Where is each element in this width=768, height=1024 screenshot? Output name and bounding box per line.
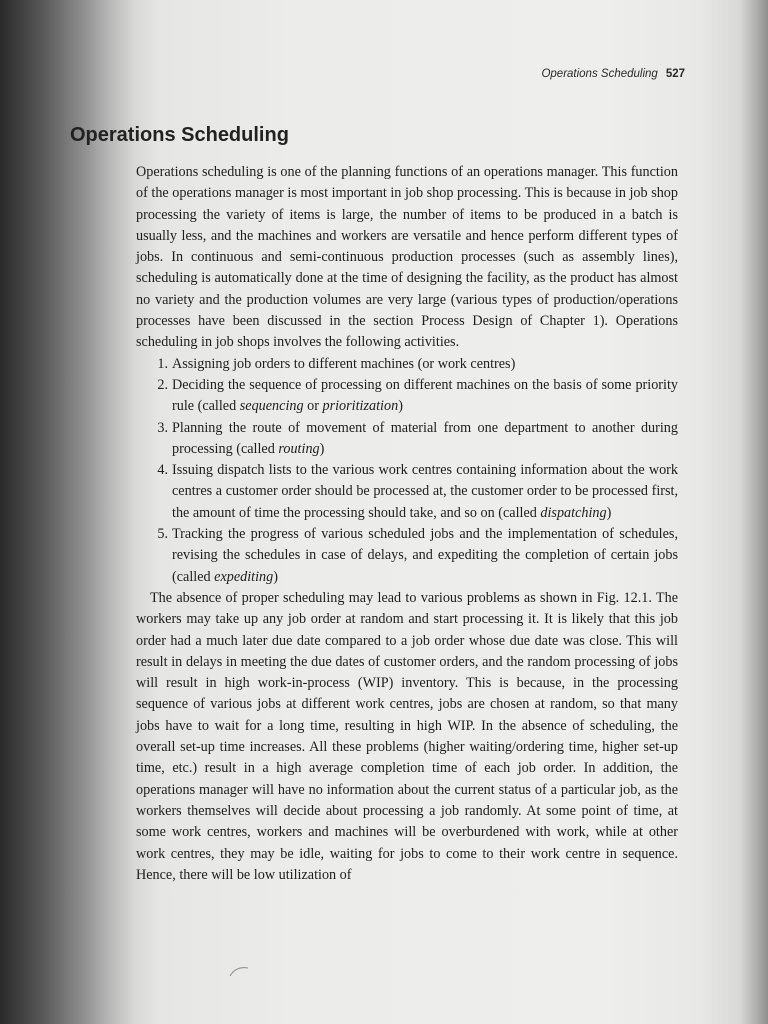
list-item [157,524,678,588]
list-text: Issuing dispatch lists to the various work centres containing information about the work centres a customer order should be processed at, the customer order to be processed first, the amount of time the processing should take, and so on (called [172,462,678,521]
running-head [520,68,685,80]
list-item [157,375,678,418]
list-text: ) [606,504,612,521]
term-dispatching: dispatching [540,504,607,521]
list-text: ) [273,568,278,585]
list-number: 2. [157,376,168,393]
list-text: Deciding the sequence of processing on different machines on the basis of some priority rule (called [172,376,678,415]
section-title: Operations Scheduling [70,124,289,146]
list-number: 5. [157,526,168,543]
term-sequencing: sequencing [239,398,304,415]
list-number: 3. [157,419,168,436]
list-item [157,418,678,461]
intro-paragraph: Operations scheduling is one of the planning functions of an operations manager. This function of the operations manager is most important in job shop processing. This is because in job shop processing the variety of items is large, the number of items to be produced in a batch is usually less, and the machines and workers are versatile and hence perform different types of jobs. In continuous and semi-continuous production processes (such as assembly lines), scheduling is automatically done at the time of designing the facility, as the product has almost no variety and the production volumes are very large (various types of production/operations processes have been discussed in the section Process Design of Chapter 1). Operations scheduling in job shops involves the following activities. [136,164,678,351]
running-head-title: Operations Scheduling [541,68,658,80]
closing-paragraph: The absence of proper scheduling may lead to various problems as shown in Fig. 12.1. The workers may take up any job order at random and start processing it. It is likely that this job order had a much later due date compared to a job order whose due date was close. This will result in delays in meeting the due dates of customer orders, and the random processing of jobs will result in high work-in-process (WIP) inventory. This is because, in the processing sequence of various jobs at different work centres, jobs are chosen at random, so that many jobs have to wait for a long time, resulting in high WIP. In the absence of scheduling, the overall set-up time increases. All these problems (higher waiting/ordering time, higher set-up time, etc.) result in a high average completion time of each job order. In addition, the operations manager will have no information about the current status of a particular job, as the workers themselves will decide about processing a job randomly. At some point of time, at some work centres, workers and machines will be overburdened with work, while at other work centres, they may be idle, waiting for jobs to come to their work centre in sequence. Hence, there will be low utilization of [136,589,678,883]
list-text: or [303,398,323,415]
page-edge-shadow [740,0,768,1024]
body-text [136,162,678,886]
term-routing: routing [278,440,320,457]
list-text: Assigning job orders to different machines (or work centres) [172,355,516,372]
list-text: ) [319,440,325,457]
page-number: 527 [665,68,685,80]
list-number: 4. [157,462,168,479]
list-number: 1. [157,355,168,372]
list-text: ) [398,398,403,415]
activities-list [136,354,678,588]
list-text: Planning the route of movement of material from one department to another during processing (called [172,419,678,457]
term-prioritization: prioritization [322,398,399,415]
list-item [157,354,678,375]
list-text: Tracking the progress of various scheduled jobs and the implementation of schedules, revising the schedules in case of delays, and expediting the completion of certain jobs (called [172,526,678,585]
list-item [157,460,678,524]
pencil-mark [228,964,250,978]
term-expediting: expediting [214,568,274,585]
